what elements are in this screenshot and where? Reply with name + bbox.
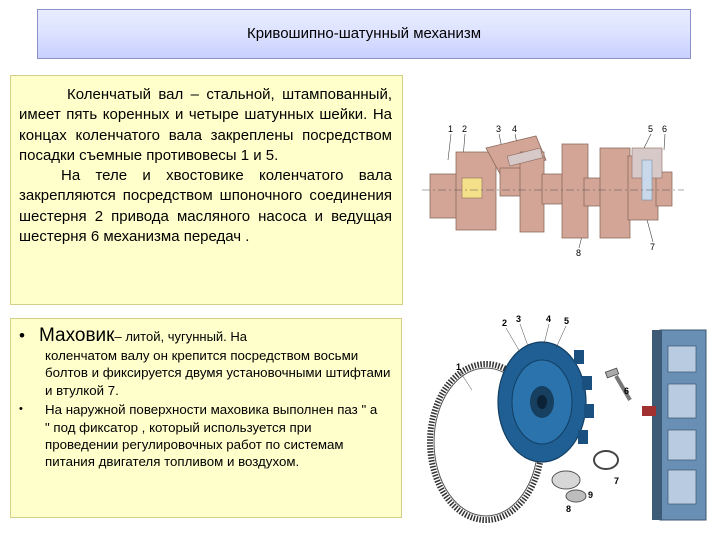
bullet-dot: •: [19, 403, 23, 416]
flywheel-heading-rest: – литой, чугунный. На: [114, 329, 248, 344]
flywheel-label: 6: [624, 386, 630, 396]
flywheel-paragraph-1: коленчатом валу он крепится посредством восьми болтов и фиксируется двумя установочными штифтами и втулкой 7.: [45, 348, 391, 398]
crankshaft-label: 5: [648, 124, 654, 134]
flywheel-label: 2: [502, 318, 508, 328]
flywheel-label: 5: [564, 316, 570, 326]
bullet-dot: •: [19, 326, 25, 345]
crankshaft-description: [10, 75, 403, 305]
flywheel-description: [10, 318, 402, 518]
flywheel-paragraph-2: На наружной поверхности маховика выполнен паз " а " под фиксатор , который используется при проведении регулировочных работ по системам питания двигателя топливом и воздухом.: [45, 402, 378, 470]
flywheel-label: 3: [516, 314, 522, 324]
crankshaft-diagram: [416, 108, 692, 266]
crankshaft-paragraph-1: Коленчатый вал – стальной, штампованный, имеет пять коренных и четыре шатунных шейки. На концах коленчатого вала закреплены посредством посадки съемные противовесы 1 и 5.: [19, 86, 392, 164]
crankshaft-label: 4: [512, 124, 518, 134]
crankshaft-label: 2: [462, 124, 468, 134]
flywheel-label: 9: [588, 490, 594, 500]
flywheel-label: 4: [546, 314, 552, 324]
crankshaft-label: 1: [448, 124, 454, 134]
flywheel-diagram: [416, 310, 708, 525]
crankshaft-label: 3: [496, 124, 502, 134]
flywheel-label: 8: [566, 504, 572, 514]
title-bar: [37, 9, 691, 59]
flywheel-label: 1: [456, 362, 462, 372]
flywheel-label: 7: [614, 476, 620, 486]
crankshaft-paragraph-2: На теле и хвостовике коленчатого вала закрепляются посредством шпоночного соединения шестерня 2 привода масляного насоса и ведущая шестерня 6 механизма передач .: [19, 167, 392, 246]
flywheel-heading: Маховик: [39, 325, 115, 346]
page-title: Кривошипно-шатунный механизм: [246, 25, 482, 42]
crankshaft-label: 8: [576, 248, 582, 258]
crankshaft-label: 7: [650, 242, 656, 252]
crankshaft-label: 6: [662, 124, 668, 134]
